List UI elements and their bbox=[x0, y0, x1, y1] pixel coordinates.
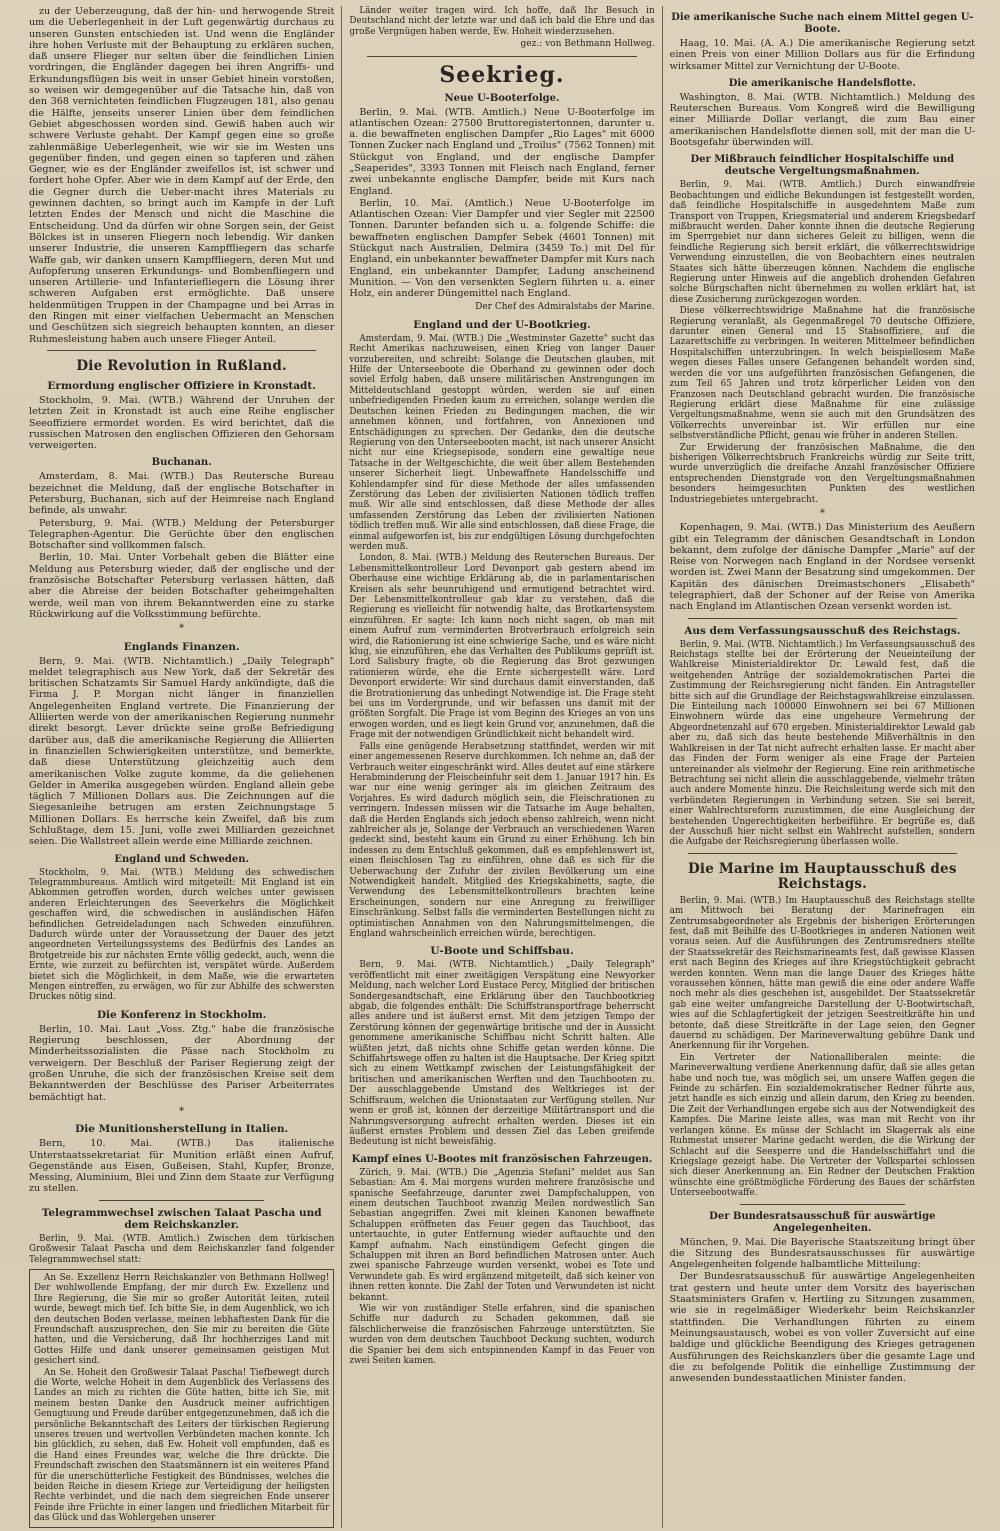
lead-article-continuation: zu der Ueberzeugung, daß der hin- und herwogende Streit um die Ueberlegenheit in der Luft gegenwärtig durchaus zu unseren Gunsten entschieden ist. Und wenn die Engländer ihre hohen Verluste mit der Behauptung zu erklären suchen, daß unsere Flieger nur selten über die feindlichen Linien vordringen, die Engländer dagegen bei ihren Angriffs- und Erkundungsflügen bis weit in unser Gebiet hinein vorstoßen, so weisen wir demgegenüber auf die Tatsache hin, daß von den 368 vernichteten feindlichen Flugzeugen 181, also genau die Hälfte, jenseits unserer Linien über dem feindlichen Gebiet abgeschossen worden sind. Gewiß haben auch wir schwere Verluste gehabt. Der Kampf gegen eine so große zahlenmäßige Ueberlegenheit, wie wir sie im Westen uns gegenüber finden, und gegen einen so tapferen und zähen Gegner, wie es der Engländer zweifellos ist, ist schwer und fordert hohe Opfer. Aber wie in dem Kampf auf der Erde, den die Gegner durch die Ueber-macht ihres Materials zu gewinnen dachten, so bringt auch im Kampfe in der Luft letzten Endes der Mensch und nicht die Maschine die Entscheidung. Und da dürfen wir ohne Sorgen sein, der Geist Bölckes ist in unseren Fliegern noch lebendig. Wir danken unserer Industrie, die unseren Kampffliegern das scharfe Waffe gab, wir danken unsern Kampffliegern, deren Mut und Aufopferung unseren Erkundungs- und Bombenfliegern und unseren Artillerie- und Infanteriefliegern die Lösung ihrer schweren Aufgaben erst ermöglichte. Daß unsere heldenmütigen Truppen in der Champagne und bei Arras in den Ringen mit einer vielfachen Uebermacht an Menschen und Geschützen sich siegreich behaupten konnten, an dieser Ruhmesleistung haben auch unsere Flieger Anteil. bbox=[29, 6, 335, 345]
divider bbox=[740, 1204, 905, 1205]
article-text-bundesrat-2: Der Bundesratsausschuß für auswärtige Angelegenheiten trat gestern und heute unter dem Vorsitz des bayerischen Staatsministers Grafen v. Hertling zu Sitzungen zusammen, wie sie in regelmäßiger Wiederkehr beim Reichskanzler stattfinden. Die Verhandlungen führten zu einem Meinungsaustausch, wobei es von voller Zuversicht auf eine baldige und glückliche Beendigung des Krieges getragenen Ausführungen des Reichskanzlers über die gesamte Lage und die zu befolgende Politik die einhellige Zustimmung der anwesenden bundesstaatlichen Minister fanden. bbox=[669, 1271, 975, 1385]
column-1 bbox=[22, 6, 341, 1528]
article-text-missbrauch-1: Berlin, 9. Mai. (WTB. Amtlich.) Durch einwandfreie Beobachtungen und eidliche Bekundungen ist festgestellt worden, daß feindliche Hospitalschiffe in ausgedehntem Maße zum Transport von Truppen, Kriegsmaterial und anderem Kriegsbedarf mißbraucht werden. Daher konnte ihnen die deutsche Regierung im Sperrgebiet nur dann sicheres Geleit zu billigen, wenn die feindliche Regierung sich bereit erklärt, die völkerrechtswidrige Verwendung einzustellen, die von Beobachtern eines neutralen Staates sich hätte überzeugen können. Nachdem die englische Regierung unter Hinweis auf die angeblich drohenden Gefahren solche Bürgschaften nicht übernehmen zu wollen erklärt hat, ist diese Zusicherung zurückgezogen worden. bbox=[669, 180, 975, 305]
article-text-verfassung: Berlin, 9. Mai. (WTB. Nichtamtlich.) Im Verfassungsausschuß des Reichstags stellte bei der Erörterung der Neueinteilung der Wahlkreise Ministerialdirektor Dr. Lewald fest, daß die weitgehenden Anträge der sozialdemokratischen Partei die Zustimmung der Reichsregierung nicht fänden. Ein Antragsteller bitte sich auf die Grundlage der Reichstagswahlkreise einzulassen. Die Einteilung nach 100000 Einwohnern sei bei 67 Millionen Einwohnern würde das eine ungeheure Vermehrung der Abgeordnetenzahl auf 670 ergeben. Ministerialdirektor Lewald gab aber zu, daß sich das heute bestehende Mißverhältnis in den Wahlkreisen in der Tat nicht aufrecht erhalten lasse. Er macht aber das Finden der Form weniger als eine Frage der Parteien untereinander als vielmehr der Regierung. Eine rein arithmetische Betrachtung sei nicht allein die ausschlaggebende, vielmehr träten auch andere Momente hinzu. Die Reichsleitung werde sich mit den verbündeten Regierungen in Verbindung setzen. Sie sei bereit, einer Wahlrechtsreform zuzustimmen, die eine Ausgleichung der bestehenden Ungerechtigkeiten herbeiführe. Er begrüße es, daß der Ausschuß hier nicht selbst ein Wahlrecht aufstellen, sondern die Aufgabe der Reichsregierung überlassen wolle. bbox=[669, 639, 975, 848]
article-text-munition: Bern, 10. Mai. (WTB.) Das italienische Unterstaatssekretariat für Munition erläßt einen Aufruf, Gegenstände aus Eisen, Gußeisen, Stahl, Kupfer, Bronze, Messing, Aluminium, Blei und Zinn dem Staate zur Verfügung zu stellen. bbox=[29, 1138, 335, 1195]
article-title-suche: Die amerikanische Suche nach einem Mittel gegen U-Boote. bbox=[671, 12, 974, 35]
article-text-talaat-3: An Se. Hoheit den Großwesir Talaat Pascha! Tiefbewegt durch die Worte, welche Hoheit in dem Augenblick des Verlassens des Landes an mich zu richten die Güte hatten, bitte ich Sie, mit meinem besten Danke den Ausdruck meiner aufrichtigen Genugtuung und Freude darüber entgegenzunehmen, daß ich die persönliche Bekanntschaft des Leiters der türkischen Regierung unseres treuen und wertvollen Verbündeten machen konnte. Ich bin glücklich, zu sehen, daß Ew. Hoheit voll empfunden, daß es die Hand eines Freundes war, welche die Ihre drückte. Die Freundschaft zwischen den Staatsmännern ist ein weiteres Pfand für die unerschütterliche Festigkeit des Bündnisses, welches die beiden Reiche in diesem Kriege zur Verteidigung der heiligsten Rechte verbindet, und die nach dem siegreichen Ende unserer Feinde ihre Früchte in einer langen und friedlichen Mitarbeit für das Glück und das Wohlergehen unserer bbox=[34, 1367, 330, 1524]
article-text-neue-2: Berlin, 10. Mai. (Amtlich.) Neue U-Booterfolge im Atlantischen Ozean: Vier Dampfer und vier Segler mit 22500 Tonnen. Darunter befanden sich u. a. folgende Schiffe: die bewaffneten englischen Dampfer Sebek (4601 Tonnen) mit Stückgut nach Australien, Delmira (3459 To.) mit Del für England, ein unbekannter bewaffneter Dampfer mit Kurs nach England, ein unbekannter Dampfer, Ladung anscheinend Munition. — Von den versenkten Seglern führten u. a. einer Holz, ein anderer Düngemittel nach England. bbox=[349, 197, 655, 300]
star-divider: * bbox=[179, 623, 185, 635]
article-title-neue-uboot: Neue U-Booterfolge. bbox=[444, 92, 560, 104]
article-text-schweden: Stockholm, 9. Mai. (WTB.) Meldung des schwedischen Telegrammbureaus. Amtlich wird mitgeteilt: Mit England ist ein Abkommen getroffen worden, durch welches unter gewissen anderen Erleichterungen des Seeverkehrs die Möglichkeit geschaffen wird, die schwedischen in ausländischen Häfen befindlichen Getreideladungen nach Schweden einzuführen. Dadurch würde unter der Voraussetzung der Dauer des jetzt angeordneten Verteilungssystems des Bedürfnis des Landes an Brotgetreide bis zur nächsten Ernte völlig gedeckt, auch, wenn die Ernte, wie zurzeit zu befürchten ist, verspätet würde. Außerdem bietet sich die Möglichkeit, in dem Maße, wie die erwarteten Mengen eintreffen, zu erwägen, wo für zur Abhilfe des schwersten Druckes nötig sind. bbox=[29, 867, 335, 1003]
article-title-bundesrat: Der Bundesratsausschuß für auswärtige Angelegenheiten. bbox=[709, 1210, 936, 1234]
column-2 bbox=[341, 6, 661, 1528]
article-title-missbrauch: Der Mißbrauch feindlicher Hospitalschiffe und deutsche Vergeltungsmaßnahmen. bbox=[690, 154, 955, 178]
article-text-missbrauch-3: Zur Erwiderung der französischen Maßnahme, die den bisherigen Völkerrechtsbruch Frankreichs würdig zur Seite tritt, wurde unverzüglich die dreifache Anzahl französischer Offiziere entsprechenden Dienstgrade von den Vergeltungsmaßnahmen besonders heimgesuchten Punkten des westlichen Industriegebietes untergebracht. bbox=[669, 442, 975, 505]
article-text-talaat-1: Berlin, 9. Mai. (WTB. Amtlich.) Zwischen dem türkischen Großwesir Talaat Pascha und dem Reichskanzler fand folgender Telegrammwechsel statt: bbox=[29, 1233, 335, 1265]
article-text-marine-1: Berlin, 9. Mai. (WTB.) Im Hauptausschuß des Reichstags stellte am Mittwoch bei Beratung der Marinefragen ein Zentrumsabgeordneter als Ergebnis der bisherigen Erörterungen fest, daß mit Beihilfe des U-Bootkrieges in anderen Nationen weit voraus seien. Auf die Ausführungen des Zentrumsredners stellte der Staatssekretär des Reichsmarineamts fest, daß gewisse Klassen erst nach Beginn des Krieges auf ihre Kriegstüchtigkeit gebracht werden konnten. Wenn man die lange Dauer des Krieges hätte voraussehen können, hätte man gewiß die eine oder andere Waffe noch mehr als dies geschehen ist, ausgebildet. Der Staatssekretär gab eine weiter umfangreiche Darstellung der U-Bootwirtschaft, wies auf die Schlagfertigkeit der jetzigen Seestreitkräfte hin und betonte, daß diese Streitkräfte in der Lage seien, den Gegner dauernd zu schädigen. Der Marineverwaltung gebühre Dank und Anerkennung für ihr Vorgehen. bbox=[669, 895, 975, 1052]
article-text-bundesrat-1: München, 9. Mai. Die Bayerische Staatszeitung bringt über die Sitzung des Bundesratsausschusses für auswärtige Angelegenheiten folgende halbamtliche Mitteilung: bbox=[669, 1236, 975, 1271]
star-divider: * bbox=[819, 507, 825, 519]
article-text-buchanan-3: Berlin, 10. Mai. Unter Vorbehalt geben die Blätter eine Meldung aus Petersburg wieder, daß der englische und der französische Botschafter Petersburg verlassen hätten, daß aber die Abreise der beiden Botschafter geheimgehalten werde, weil man von ihrem Bekanntwerden eine zu starke Rückwirkung auf die Volksstimmung befürchte. bbox=[29, 552, 335, 620]
article-title-munition: Die Munitionsherstellung in Italien. bbox=[75, 1123, 289, 1136]
article-text-schiffsbau: Bern, 9. Mai. (WTB. Nichtamtlich.) „Daily Telegraph" veröffentlicht mit einer zweitägigen Verspätung eine Newyorker Meldung, nach welcher Lord Eustace Percy, Mitglied der britischen Sondergesandtschaft, eine Erklärung über den Tauchbootkrieg abgab, die folgendes enthält: Die Schiffstransportfrage beherrscht alles andere und ist äußerst ernst. Mit dem jetzigen Tempo der Zerstörung können der gegenwärtige britische und der in Aussicht genommene amerikanische Schiffbau nicht Schritt halten. Alle wüßten jetzt, daß nichts ohne Schiffe getan werden könne. Die Schiffahrtswege offen zu halten ist die Hauptsache. Der Krieg spitzt sich zu einem Wettkampf zwischen der Leistungsfähigkeit der britischen und amerikanischen Werften und den Tauchbooten zu. Der ausschlaggebende Umstand des Weltkrieges ist der Schiffsraum, welchen die Unionstaaten zur Verfügung stellen. Nur wenn er groß ist, können der derzeitige Militärtransport und die Nahrungsversorgung aufrecht erhalten werden. Dieses ist ein äußerst ernstes Problem und dessen Ziel das Leben greifende Bedeutung ist nicht beweisfähig. bbox=[349, 960, 655, 1148]
article-text-konferenz: Berlin, 10. Mai. Laut „Voss. Ztg." habe die französische Regierung beschlossen, der Abordnung der Minderheitssozialisten die Pässe nach Stockholm zu verweigern. Der Beschluß der Pariser Regierung zeigt der großen Unruhe, die sich der französischen Kreise seit dem Bekanntwerden der Beschlüsse des Pariser Arbeiterrates bemächtigt hat. bbox=[29, 1023, 335, 1103]
article-text-talaat-2: An Se. Exzellenz Herrn Reichskanzler von Bethmann Hollweg! Der wohlwollende Empfang, der mir durch Ew. Exzellenz und Ihre Regierung, die Sie mir so großer Autorität leiten, zuteil wurde, bewegt mich tief. Ich bitte Sie, in dem Augenblick, wo ich den deutschen Boden verlasse, meinen lebhaftesten Dank für die Freundschaft auszusprechen, den Sie mir zu bereiten die Güte hatten, und die Versicherung, daß Ihr hochherziges Land mit Gottes Hilfe und dank unserer gemeinsamen geistigen Mut gesichert sind. bbox=[34, 1272, 330, 1367]
article-text-ubootkrieg-3: Falls eine genügende Herabsetzung stattfindet, werden wir mit einer angemessenen Reserve durchkommen. Ich nehme an, daß der Verbrauch weiter eingeschränkt wird. Alles deutet auf eine stärkere Herabminderung der Fleischeinfuhr seit dem 1. Januar 1917 hin. Es war nur eine wenig geringer als im gleichen Zeitraum des Vorjahres. Es wird dadurch möglich sein, die Fleischrationen zu verringern. Indessen müssen wir die Tatsache im Auge behalten, daß die Herden Englands sich jedoch ebenso zahlreich, wenn nicht zahlreicher als je, Solange der Verbrauch an verschiedenen Waren gedeckt sind, besteht kaum ein Grund zu einer Erhöhung. Ich bin indessen zu dem Entschluß gekommen, daß es empfehlenswert ist, einen fleischlosen Tag zu einführen, ohne daß es sich für die Ueberwachung der Zufuhr der zivilen Bevölkerung um eine Notwendigkeit handelt. Mitglied des Kriegskabinetts, sagte, die Verwendung des Lebensmittelkontrolleurs brachten keine Erscheinungen, sondern nur eine Anregung zu freiwilliger Einschränkung. Selbst falls die verminderten Bestellungen nicht zu optimistischen Annahmen von den Nahrungsmittelmengen, die England wahrscheinlich erreichen würde, berechtigen. bbox=[349, 741, 655, 940]
article-title-schiffsbau: U-Boote und Schiffsbau. bbox=[430, 945, 574, 958]
article-title-flotte: Die amerikanische Handelsflotte. bbox=[728, 77, 916, 89]
article-text-buchanan-1: Amsterdam, 8. Mai. (WTB.) Das Reutersche Bureau bezeichnet die Meldung, daß der englische Botschafter in Petersburg, Buchanan, sich auf der Heimreise nach England befinde, als unwahr. bbox=[29, 471, 335, 517]
article-text-buchanan-2: Petersburg, 9. Mai. (WTB.) Meldung der Petersburger Telegraphen-Agentur. Die Gerüchte über den englischen Botschafter sind vollkommen falsch. bbox=[29, 517, 335, 552]
signature: gez.: von Bethmann Hollweg. bbox=[520, 39, 655, 50]
article-text-kampf-2: Wie wir von zuständiger Stelle erfahren, sind die spanischen Schiffe nur dadurch zu Schaden gekommen, daß sie fälschlicherweise die französischen Fahrzeuge unterstützten. Sie wurden von dem deutschen Tauchboot Deckung suchten, wodurch die Spanier bei dem sich entspinnenden Kampf in das Feuer von zwei Seiten kamen. bbox=[349, 1304, 655, 1367]
article-text-ubootkrieg-2: London, 8. Mai. (WTB.) Meldung des Reuterschen Bureaus. Der Lebensmittelkontrolleur Lord Devonport gab gestern abend im Oberhause eine wichtige Erklärung ab, die in parlamentarischen Kreisen als sehr beunruhigend und ermutigend betrachtet wird. Der Lebensmittelkontrolleur gab klar zu verstehen, daß die Regierung es vielleicht für notwendig halte, das Brotkartensystem einzuführen. Er sagte: Ich kann noch nicht sagen, ob man mit einem Aufruf zum verminderten Brotverbrauch erfolgreich sein wird, die Rationierung ist eine schwierige Sache, und es wäre nicht klug, sie einzuführen, ehe das Verhalten des Publikums geprüft ist. Lord Salisbury fragte, ob die Regierung das Brot gezwungen rationieren würde, ehe die Ernte sichergestellt wäre. Lord Devonport erwiderte: Wir sind durchaus damit einverstanden, daß die Brotrationierung das unbedingt Notwendige ist. Die Frage steht bei uns im Vordergrunde, und wir befassen uns damit mit der größten Sorgfalt. Die Frage ist vom Beginn des Krieges an von uns erwogen worden, und es liegt kein Grund vor, anzunehmen, daß die Frage mit der notwendigen Gründlichkeit nicht behandelt wird. bbox=[349, 553, 655, 741]
article-text-finanzen: Bern, 9. Mai. (WTB. Nichtamtlich.) „Daily Telegraph" meldet telegraphisch aus New York, daß der Sekretär des britischen Schatzamts Sir Samuel Hardy ankündigte, daß die Firma J. P. Morgan nicht länger in finanziellen Angelegenheiten England vertrete. Die Finanzierung der Alliierten werde von der amerikanischen Regierung nunmehr direkt besorgt. Lever drückte seine große Befriedigung darüber aus, daß die amerikanische Regierung die Alliierten in finanziellen Schwierigkeiten unterstütze, und bemerkte, daß diese Unterstützung gleichzeitig auch dem amerikanischen Volke zugute komme, da die geliehenen Gelder in Amerika ausgegeben würden. England allein gebe täglich 7 Millionen Dollars aus. Die Zeichnungen auf die Siegesanleihe betrugen am ersten Zeichnungstage 5 Millionen Dollars. Es herrsche kein Zweifel, daß bis zum Schlußtage, dem 15. Juni, volle zwei Milliarden gezeichnet seien. Die Wallstreet allein werde eine Milliarde zeichnen. bbox=[29, 655, 335, 848]
article-text-neue-1: Berlin, 9. Mai. (WTB. Amtlich.) Neue U-Booterfolge im atlantischen Ozean: 27500 Bruttoregistertonnen, darunter u. a. die bewaffneten englischen Dampfer „Rio Lages" mit 6000 Tonnen Zucker nach England und „Troilus" (7562 Tonnen) mit Stückgut von England, und der englische Dampfer „Seaperides", 3393 Tonnen mit Fleisch nach England, ferner zwei unbekannte englische Dampfer, beide mit Kurs nach England. bbox=[349, 106, 655, 197]
telegram-box bbox=[29, 1269, 334, 1528]
article-text-kopenhagen: Kopenhagen, 9. Mai. (WTB.) Das Ministerium des Aeußern gibt ein Telegramm der dänischen Gesandtschaft in London bekannt, dem zufolge der dänische Dampfer „Marie" auf der Reise von Norwegen nach England in der Nordsee versenkt worden ist. Zwei Mann der Besatzung sind umgekommen. Der Kapitän des dänischen Dreimastschoners „Elisabeth" telegraphiert, daß der Schoner auf der Reise von Amerika nach England im Atlantischen Ozean versenkt worden ist. bbox=[669, 522, 975, 613]
divider bbox=[47, 350, 316, 351]
article-title-buchanan: Buchanan. bbox=[151, 457, 212, 469]
article-title-kampf: Kampf eines U-Bootes mit französischen Fahrzeugen. bbox=[351, 1153, 653, 1165]
article-text-suche: Haag, 10. Mai. (A. A.) Die amerikanische Regierung setzt einen Preis von einer Million Dollars aus für die Erfindung wirksamer Mittel zur Vernichtung der U-Boote. bbox=[669, 38, 975, 72]
talaat-continuation: Länder weiter tragen wird. Ich hoffe, daß Ihr Besuch in Deutschland nicht der letzte war und daß ich bald die Ehre und das große Vergnügen haben werde, Ew. Hoheit wiederzusehen. bbox=[349, 6, 655, 37]
article-title-finanzen: Englands Finanzen. bbox=[123, 640, 240, 653]
article-title-talaat: Telegrammwechsel zwischen Talaat Pascha und dem Reichskanzler. bbox=[41, 1206, 322, 1231]
article-title-konferenz: Die Konferenz in Stockholm. bbox=[96, 1008, 267, 1021]
article-text-ubootkrieg-1: Amsterdam, 9. Mai. (WTB.) Die „Westminster Gazette" sucht das Recht Amerikas nachzuweisen, einen Krieg von langer Dauer vorzubereiten, und schreibt: Solange die Deutschen glauben, mit Hilfe der Unterseeboote die Oberhand zu gewinnen oder doch soviel Erfolg haben, daß unsere militärischen Anstrengungen im Mitteldeutschland gestoppt würden, werden sie auf einen unbefriedigenden Frieden kaum zu erreichen, solange werden die Deutschen keinen Frieden zu Bedingungen machen, die wir annehmen können, und fortfahren, von Annexionen und Entschädigungen zu sprechen. Der Gedanke, den die deutsche Regierung von den Unterseebooten macht, ist nach unserer Ansicht nicht nur eine Kriegsepisode, sondern eine gewaltige neue Tatsache in der Weltgeschichte, die weit über allem Bestehenden unserer Sicherheit liegt. Unbewaffnete Handelsschiffe und Kohlendampfer sind für diese Methode der alles umfassenden Zerstörung das Leben der zivilisierten Nationen tödlich treffen muß. Wir alle sind entschlossen, daß diese Methode der alles umfassenden Zerstörung das Leben der zivilisierten Nationen tödlich treffen muß. Wir alle sind entschlossen, daß diese Frage, die einmal aufgeworfen ist, bis zur endgültigen Lösung durchgefochten werden muß. bbox=[349, 333, 655, 552]
article-text-flotte: Washington, 8. Mai. (WTB. Nichtamtlich.) Meldung des Reuterschen Bureaus. Vom Kongreß wird die Bewilligung einer Milliarde Dollar verlangt, die zum Bau einer amerikanischen Handelsflotte dienen soll, mit der man die U-Bootsgefahr überwinden will. bbox=[669, 91, 975, 149]
article-title-marine: Die Marine im Hauptausschuß des Reichstags. bbox=[687, 860, 957, 892]
article-text-marine-2: Ein Vertreter der Nationalliberalen meinte: die Marineverwaltung verdiene Anerkennung dafür, daß sie alles getan habe und noch tue, was möglich sei, um unsere Waffen gegen die Feinde zu schärfen. Ein sozialdemokratischer Redner führte aus, jetzt handle es sich einzig und allein darum, den Krieg zu beenden. Die Zeit der Verhandlungen ergebe sich aus der Notwendigkeit des Kampfes. Die Marine leiste alles, was man mit Recht von ihr verlangen könne. Es müsse der Schlacht im Skagerrak als eine Ruhmestat unserer Marine gedacht werden, die die Wirkung der Schlacht auf die Seesperre und die Handelsschiffahrt und die Kriegslage gezeigt habe. Die Vertreter der Volkspartei schlossen sich dieser Anerkennung an. Ein Redner der Deutschen Fraktion wünschte eine größtmögliche Förderung des Baues der schärfsten Unterseebootwaffe. bbox=[669, 1052, 975, 1199]
star-divider: * bbox=[179, 1105, 185, 1117]
column-3 bbox=[662, 6, 982, 1528]
article-title-ubootkrieg: England und der U-Bootkrieg. bbox=[413, 318, 591, 331]
section-title-revolution: Die Revolution in Rußland. bbox=[76, 357, 287, 374]
divider bbox=[688, 618, 957, 619]
article-title-ermordung: Ermordung englischer Offiziere in Kronstadt. bbox=[47, 379, 316, 392]
divider bbox=[688, 853, 957, 854]
article-text-missbrauch-2: Diese völkerrechtswidrige Maßnahme hat die französische Regierung veranlaßt, als Gegenmaßregel 70 deutsche Offiziere, darunter einen General und 15 Stabsoffiziere, auf die Lazarettschiffe zu verbringen. In weiteren Mittelmeer befindlichen Hospitalschiffen unterzubringen. In welch beispiellosem Maße wegen dieses Falles unsere Gefangenen behandelt worden sind, werden die vor uns aufgeführten französischen Gefangenen, die zum Teil 65 Jahren und trotz körperlicher Leiden von den Franzosen nach Deutschland gebracht wurden. Die französische Regierung erklärt diese Maßnahme für eine zulässige Vergeltungsmaßnahme, wenn sie auch mit den Grundsätzen des Völkerrechts unvereinbar ist. Wir erfüllen nur eine selbstverständliche Pflicht, genau wie früher in anderen Stellen. bbox=[669, 306, 975, 442]
article-text-ermordung: Stockholm, 9. Mai. (WTB.) Während der Unruhen der letzten Zeit in Kronstadt ist auch eine Reihe englischer Seeoffiziere ermordet worden. Es wird berichtet, daß die russischen Matrosen den englischen Offizieren den Gehorsam verweigerten. bbox=[29, 394, 335, 452]
signature-admiralstab: Der Chef des Admiralstabs der Marine. bbox=[475, 301, 655, 312]
article-text-kampf: Zürich, 9. Mai. (WTB.) Die „Agenzia Stefani" meldet aus San Sebastian: Am 4. Mai morgens wurden mehrere französische und spanische Seefahrzeuge, darunter zwei Dampfschaluppen, von einem deutschen Tauchboot zwanzig Meilen nordwestlich San Sebastian angegriffen. Zwei mit kleinen Kanonen bewaffnete Schaluppen eröffneten das Feuer gegen das Tauchboot, das untertauchte, in guter Entfernung wieder auftauchte und den Kampf aufnahm. Nach einstündigem Gefecht gingen die Schaluppen mit ihren an Bord befindlichen Matrosen unter. Auch zwei spanische Fahrzeuge wurden versenkt, wobei es Tote und Verwundete gab. Es wird ergänzend mitgeteilt, daß sich keiner von ihnen retten konnte. Die Zahl der Toten und Verwundeten ist nicht bekannt. bbox=[349, 1167, 655, 1303]
divider bbox=[99, 1200, 264, 1201]
divider bbox=[367, 56, 636, 57]
section-title-seekrieg: Seekrieg. bbox=[439, 61, 565, 88]
article-title-verfassung: Aus dem Verfassungsausschuß des Reichstags. bbox=[684, 624, 961, 637]
article-title-schweden: England und Schweden. bbox=[114, 853, 249, 865]
